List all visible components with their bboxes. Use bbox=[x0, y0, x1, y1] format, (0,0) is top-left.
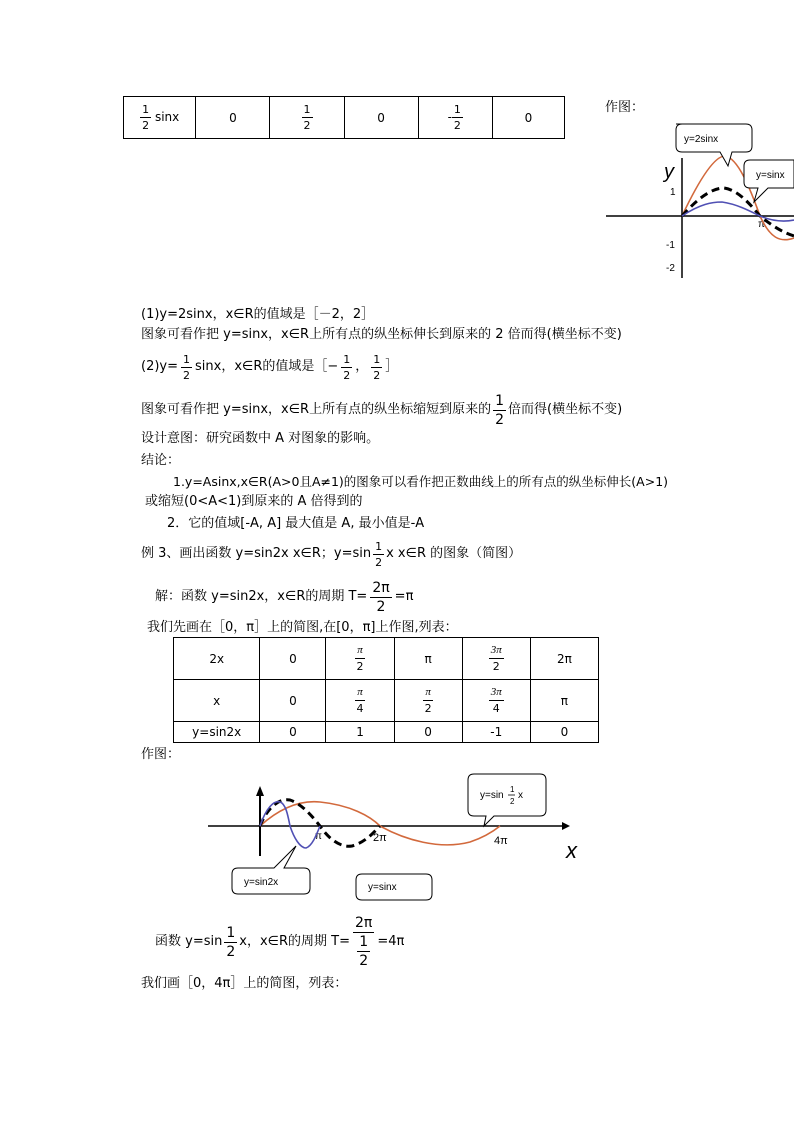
graph1-tick-m2: -2 bbox=[666, 263, 675, 274]
table2-cell: $\frac{\pi}{2}$ bbox=[326, 638, 394, 680]
graph2 bbox=[200, 770, 590, 904]
graph2-curve-sin2x bbox=[260, 802, 320, 848]
table2-cell: $\frac{\pi}{2}$ bbox=[394, 680, 462, 722]
table1-cell: 0 bbox=[344, 97, 418, 139]
value-table-2 bbox=[173, 637, 599, 743]
graph2-y-arrow bbox=[256, 786, 264, 796]
graph1-tick-pi: π bbox=[758, 219, 765, 230]
graph2-label-half-den: 2 bbox=[510, 797, 515, 806]
table2-row-label: y=sin2x bbox=[174, 722, 260, 743]
conclusion-2: 2．它的值域[-A, A] 最大值是 A, 最小值是-A bbox=[167, 516, 425, 531]
table1-cell: - $\frac{1}{2}$ bbox=[418, 97, 492, 139]
table2-cell: 0 bbox=[394, 722, 462, 743]
example-3: 例 3、画出函数 y=sin2x x∈R；y=sin $\frac{1}{2}$ x x∈R 的图象（简图） bbox=[141, 539, 522, 569]
table2-cell: $\frac{3\pi}{4}$ bbox=[462, 680, 530, 722]
table1-cell: $\frac{1}{2}$ bbox=[270, 97, 344, 139]
graph1-curve-sinx bbox=[682, 202, 794, 221]
graph2-label-half-x: x bbox=[518, 790, 523, 801]
graph2-label-half: y=sin bbox=[480, 790, 504, 801]
range-half-sinx: (2)y= $\frac{1}{2}$ sinx，x∈R的值域是［− $\frac{1}{2}$ ， $\frac{1}{2}$ ］ bbox=[141, 352, 399, 382]
graph2-tick-2pi: 2π bbox=[373, 832, 387, 844]
table2-cell: $\frac{\pi}{4}$ bbox=[326, 680, 394, 722]
graph2-x-arrow bbox=[562, 822, 570, 830]
first-draw-instruction: 我们先画在［0，π］上的简图,在[0，π]上作图,列表： bbox=[147, 620, 458, 635]
shrink-description: 图象可看作把 y=sinx，x∈R上所有点的纵坐标缩短到原来的 $\frac{1}{2}$ 倍而得(横坐标不变) bbox=[141, 392, 623, 428]
table2-cell: 0 bbox=[260, 638, 326, 680]
solution-period: 解：函数 y=sin2x，x∈R的周期 T= $\frac{2\pi}{2}$ =π bbox=[155, 579, 414, 615]
graph1 bbox=[600, 118, 794, 284]
design-intent: 设计意图：研究函数中 A 对图象的影响。 bbox=[141, 431, 380, 446]
graph1-callout-2sinx bbox=[676, 124, 752, 166]
table1-cell: 0 bbox=[492, 97, 564, 139]
graph1-label-2sinx: y=2sinx bbox=[684, 134, 719, 145]
table2-cell: 0 bbox=[530, 722, 598, 743]
value-table-1 bbox=[123, 96, 565, 139]
conclusion-1-line-2: 或缩短(0<A<1)到原来的 A 倍得到的 bbox=[145, 494, 363, 509]
table2-row-label: x bbox=[174, 680, 260, 722]
graph2-tick-pi: π bbox=[315, 831, 322, 842]
table1-row-label: $\frac{1}{2}$ sinx bbox=[124, 97, 196, 139]
conclusion-heading: 结论： bbox=[141, 453, 181, 468]
graph2-label-sin2x: y=sin2x bbox=[244, 877, 279, 888]
table2-cell: 0 bbox=[260, 722, 326, 743]
graph1-heading: 作图： bbox=[605, 100, 645, 115]
conclusion-1-line-1: 1.y=Asinx,x∈R(A>0且A≠1)的图象可以看作把正数曲线上的所有点的纵坐标伸长(A>1) bbox=[173, 474, 669, 489]
table2-cell: $\frac{3\pi}{2}$ bbox=[462, 638, 530, 680]
graph1-curve-1p5sinx bbox=[682, 188, 794, 236]
graph2-label-sinx: y=sinx bbox=[368, 882, 397, 893]
graph1-y-label: y bbox=[664, 161, 674, 183]
last-draw-instruction: 我们画［0，4π］上的简图，列表： bbox=[141, 976, 348, 991]
stretch-description: 图象可看作把 y=sinx，x∈R上所有点的纵坐标伸长到原来的 2 倍而得(横坐标不变) bbox=[141, 327, 622, 342]
table2-cell: 1 bbox=[326, 722, 394, 743]
table2-row-label: 2x bbox=[174, 638, 260, 680]
graph2-tick-4pi: 4π bbox=[494, 835, 508, 847]
table2-cell: -1 bbox=[462, 722, 530, 743]
table2-cell: π bbox=[394, 638, 462, 680]
table2-cell: 0 bbox=[260, 680, 326, 722]
sin-half-x-period: 函数 y=sin $\frac{1}{2}$ x，x∈R的周期 T= $\frac{2\pi}{\frac{1}{2}}$ =4π bbox=[155, 915, 405, 969]
graph1-tick-m1: -1 bbox=[666, 240, 675, 251]
graph2-x-label: x bbox=[566, 838, 577, 863]
table2-cell: 2π bbox=[530, 638, 598, 680]
draw-heading-2: 作图： bbox=[141, 747, 181, 762]
graph1-label-sinx: y=sinx bbox=[756, 170, 785, 181]
table2-cell: π bbox=[530, 680, 598, 722]
graph2-label-half-num: 1 bbox=[510, 785, 515, 794]
table1-cell: 0 bbox=[196, 97, 270, 139]
graph1-tick-1: 1 bbox=[670, 187, 676, 198]
range-2sinx: (1)y=2sinx，x∈R的值域是［－2，2］ bbox=[141, 307, 375, 322]
